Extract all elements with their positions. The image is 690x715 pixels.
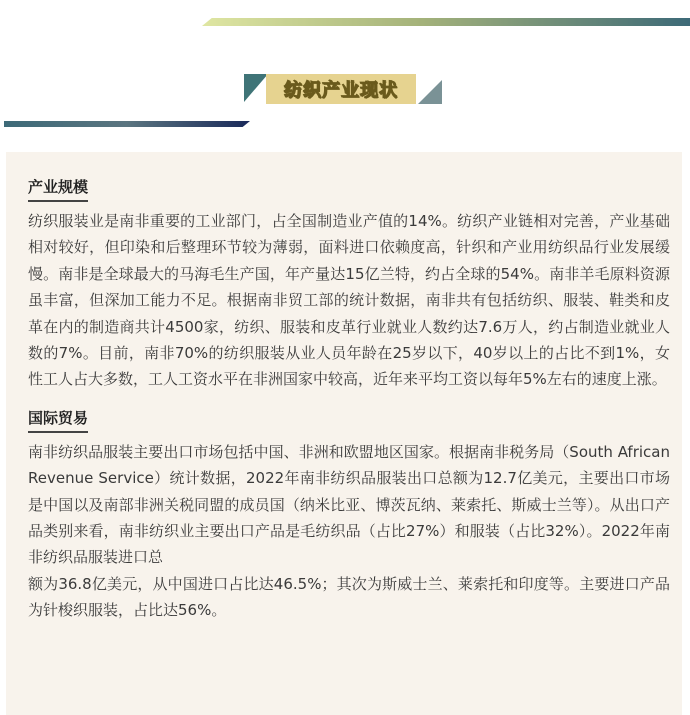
- section-heading: 产业规模: [28, 176, 88, 202]
- banner-right-triangle: [418, 80, 442, 104]
- section-paragraph: 纺织服装业是南非重要的工业部门，占全国制造业产值的14%。纺织产业链相对完善，产业基础相对较好，但印染和后整理环节较为薄弱，面料进口依赖度高，针织和产业用纺织品行业发展缓慢。南非是全球最大的马海毛生产国，年产量达15亿兰特，约占全球的54%。南非羊毛原料资源虽丰富，但深加工能力不足。根据南非贸工部的统计数据，南非共有包括纺织、服装、鞋类和皮革在内的制造商共计4500家，纺织、服装和皮革行业就业人数约达7.6万人，约占制造业就业人数的7%。目前，南非70%的纺织服装从业人员年龄在25岁以下，40岁以上的占比不到1%，女性工人占大多数，工人工资水平在非洲国家中较高，近年来平均工资以每年5%左右的速度上涨。: [28, 212, 670, 389]
- section-heading: 国际贸易: [28, 407, 88, 433]
- section-paragraph: 南非纺织品服装主要出口市场包括中国、非洲和欧盟地区国家。根据南非税务局（South African Revenue Service）统计数据，2022年南非纺织品服装出口总额为12.7亿美元，主要出口市场是中国以及南部非洲关税同盟的成员国（纳米比亚、博茨瓦纳、莱索托、斯威士兰等）。从出口产品类别来看，南非纺织业主要出口产品是毛纺织品（占比27%）和服装（占比32%）。2022年南非纺织品服装进口总: [28, 442, 670, 567]
- section-industry-scale: [28, 176, 670, 393]
- section-title-banner: [0, 72, 690, 112]
- article-content: [28, 176, 670, 624]
- page-title: 纺织产业现状: [284, 80, 398, 101]
- top-decorative-bar: [202, 18, 690, 26]
- banner-title-box: [266, 74, 416, 104]
- banner-left-triangle: [244, 74, 268, 102]
- section-international-trade: [28, 407, 670, 624]
- title-underline-bar: [4, 121, 250, 127]
- section-paragraph: 额为36.8亿美元，从中国进口占比达46.5%；其次为斯威士兰、莱索托和印度等。主要进口产品为针梭织服装，占比达56%。: [28, 574, 670, 620]
